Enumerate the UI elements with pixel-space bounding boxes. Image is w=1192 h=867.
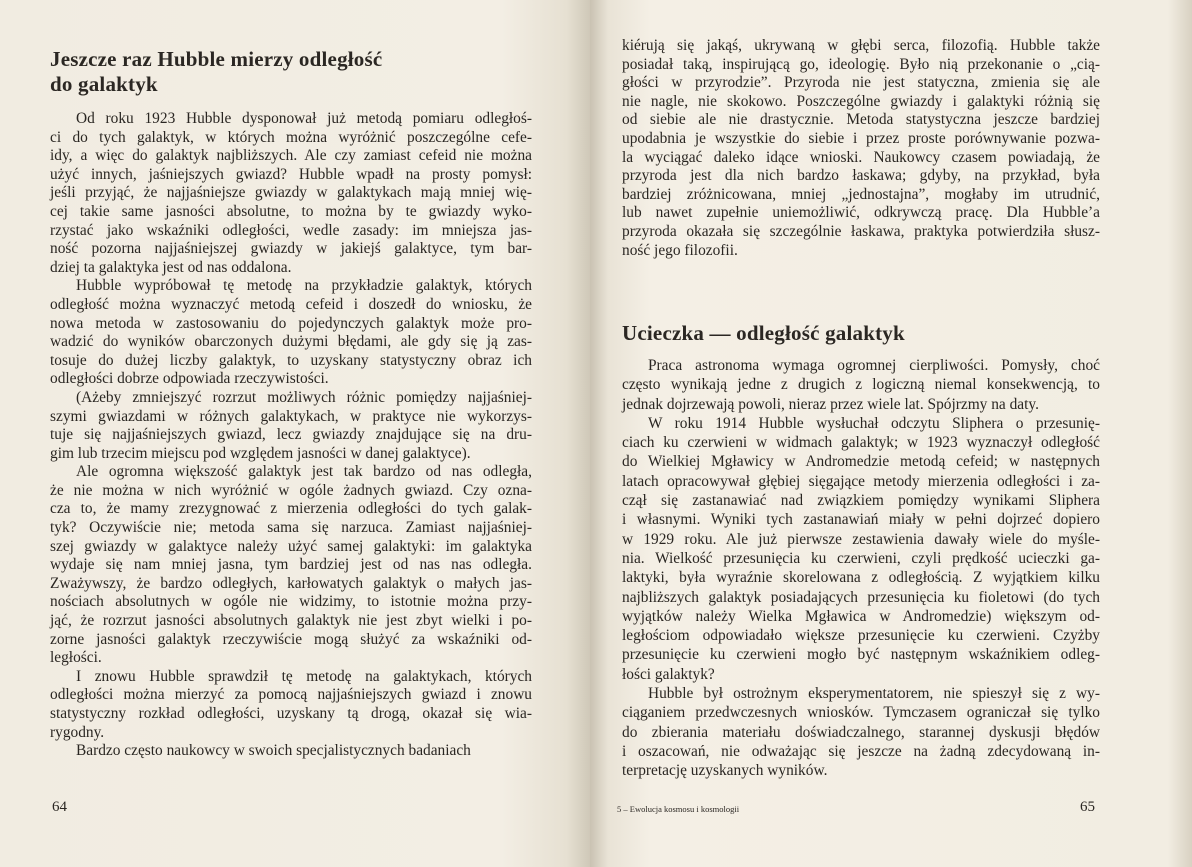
text-line: kiérują się jakąś, ukrywaną w głębi serca, filozofią. Hubble także (622, 37, 1100, 54)
text-line: nie nagle, nie skokowo. Poszczególne gwiazdy i galaktyki różnią się (622, 92, 1100, 110)
left-page (0, 0, 590, 867)
text-line: la wyciągać daleko idące wnioski. Naukowcy czasem powiadają, że (622, 148, 1100, 166)
text-line: odległości dobrze odpowiada rzeczywistości. (50, 370, 329, 388)
text-line: bardziej zróżnicowana, mniej „jednostajna”, mogłaby im utrudnić, (622, 185, 1100, 203)
text-line: Hubble wypróbował tę metodę na przykładzie galaktyk, których (76, 277, 532, 295)
text-line: terpretację uzyskanych wyników. (622, 762, 828, 780)
text-line: że nie można w nich wyróżnić w ogóle żadnych gwiazd. Czy ozna- (50, 481, 532, 499)
text-line: dziej ta galaktyka jest od nas oddalona. (50, 258, 292, 276)
text-line: Zważywszy, że bardzo odległych, karłowatych galaktyk o małych jas- (50, 574, 532, 592)
text-line: do Wielkiej Mgławicy w Andromedzie metodą cefeid; w następnych (622, 453, 1100, 471)
text-line: jeśli przyjąć, że najjaśniejsze gwiazdy w galaktykach mają mniej wię- (50, 184, 532, 202)
text-line: Praca astronoma wymaga ogromnej cierpliwości. Pomysły, choć (648, 357, 1100, 374)
text-line: upodabnia je wszystkie do siebie i przez proste porównywanie pozwa- (622, 129, 1100, 147)
text-line: ległości. (50, 649, 102, 667)
text-line: jąć, że rozrzut jasności absolutnych galaktyk nie jest zbyt wielki i po- (50, 612, 532, 630)
text-line: przesunięcie ku czerwieni mogło być następnym wskaźnikiem odleg- (622, 646, 1100, 664)
text-line: do zbierania materiału doświadczalnego, starannej dyskusji błędów (622, 723, 1100, 741)
text-line: latach opracowywał głębiej sięgające metody mierzenia odległości i za- (622, 472, 1100, 490)
text-line: i własnymi. Wyniki tych zastanawiań miały w pełni dojrzeć dopiero (622, 511, 1100, 529)
text-line: ległościom odpowiadało większe przesunięcie ku czerwieni. Czyżby (622, 627, 1100, 645)
text-line: nościach absolutnych w ogóle nie widzimy, to istotnie można przy- (50, 593, 532, 611)
text-line: ność jego filozofii. (622, 241, 738, 259)
text-line: użyć innych, jaśniejszych gwiazd? Hubble wpadł na prosty pomysł: (50, 165, 532, 183)
text-line: najbliższych galaktyk posiadających przesunięcia ku fioletowi (do tych (622, 588, 1100, 606)
text-line: posiadał taką, inspirującą go, ideologię. Było nią przekonanie o „cią- (622, 55, 1100, 73)
right-body-text (622, 356, 1100, 781)
text-line: Hubble był ostrożnym eksperymentatorem, nie spieszył się z wy- (648, 685, 1100, 703)
text-line: statystyczny rozkład odległości, uzyskany tą drogą, okazał się wia- (50, 705, 532, 722)
text-line: szej gwiazdy w galaktyce należy użyć samej galaktyki: im galaktyka (50, 537, 532, 555)
text-line: Od roku 1923 Hubble dysponował już metodą pomiaru odległoś- (76, 110, 532, 127)
text-line: nowa metoda w zastosowaniu do pojedynczych galaktyk może pro- (50, 314, 532, 332)
text-line: tosuje do dużej liczby galaktyk, to uzyskany statystyczny obraz ich (50, 351, 532, 369)
text-line: w 1929 roku. Ale już pierwsze zestawienia dawały wiele do myśle- (622, 530, 1100, 548)
text-line: wadzić do wyników obarczonych dużymi błędami, ale gdy się ją zas- (50, 333, 532, 351)
text-line: ność pozorna najjaśniejszej gwiazdy w jakiejś galaktyce, tym bar- (50, 240, 532, 258)
text-line: laktyki, była wyraźnie skorelowana z odległością. Z wyjątkiem kilku (622, 569, 1100, 587)
text-line: zorne jasności galaktyk rzeczywiście mogą służyć za wskaźniki od- (50, 630, 532, 648)
page-number-right: 65 (1080, 799, 1095, 815)
text-line: I znowu Hubble sprawdził tę metodę na galaktykach, których (76, 667, 532, 685)
chapter-title (50, 47, 382, 97)
section-title: Ucieczka — odległość galaktyk (622, 321, 905, 345)
text-line: odległości można mierzyć za pomocą najjaśniejszych gwiazd i znowu (50, 686, 532, 704)
text-line: i oszacowań, nie odważając się jeszcze na żadną zdecydowaną in- (622, 742, 1100, 760)
text-line: przyroda jest dla nich bardzo łaskawa; gdyby, na przykład, była (622, 167, 1100, 185)
footer-signature: 5 – Ewolucja kosmosu i kosmologii (617, 804, 740, 814)
text-line: cza to, że mamy zrezygnować z mierzenia odległości do tych galak- (50, 500, 532, 518)
text-line: często wynikają jedne z drugich z logiczną niemal konsekwencją, to (622, 376, 1100, 394)
text-line: cej takie same jasności absolutne, to można by te gwiazdy wyko- (50, 202, 532, 220)
text-line: przyroda okazała się szczególnie łaskawa, praktyka potwierdziła słusz- (622, 222, 1100, 240)
text-line: czął się zastanawiać nad związkiem pomiędzy wynikami Sliphera (622, 492, 1100, 510)
title-line: do galaktyk (50, 72, 158, 96)
right-body-continued (622, 37, 1100, 260)
text-line: odległość można wyznaczyć metodą cefeid i doszedł do wniosku, że (50, 295, 532, 313)
text-line: nia. Wielkość przesunięcia ku czerwieni, czyli prędkość ucieczki ga- (622, 549, 1100, 567)
text-line: ciach ku czerwieni w widmach galaktyk; w 1923 wyznaczył odległość (622, 434, 1100, 452)
text-line: W roku 1914 Hubble wysłuchał odczytu Sliphera o przesunię- (648, 414, 1100, 432)
text-line: ciąganiem przedwczesnych wniosków. Tymczasem ograniczał się tylko (622, 704, 1100, 722)
text-line: łości galaktyk? (622, 665, 715, 683)
text-line: głości w przyrodzie”. Przyroda nie jest statyczna, zmienia się ale (622, 74, 1100, 92)
text-line: tyk? Oczywiście nie; metoda sama się narzuca. Zamiast najjaśniej- (50, 519, 532, 537)
text-line: gim lub trzecim miejscu pod względem jasności w danej galaktyce). (50, 444, 471, 462)
text-line: Ale ogromna większość galaktyk jest tak bardzo od nas odległa, (76, 463, 532, 481)
text-line: od siebie ale nie drastycznie. Metoda statystyczna jeszcze bardziej (622, 111, 1100, 129)
text-line: (Ażeby zmniejszyć rozrzut możliwych różnic pomiędzy najjaśniej- (76, 388, 532, 406)
left-body-text (50, 110, 532, 761)
text-line: jednak dojrzewają powoli, nieraz przez wiele lat. Spójrzmy na daty. (622, 395, 1039, 413)
text-line: wydaje się nam mniej jasna, tym bardziej jest od nas nas odległa. (50, 556, 532, 574)
text-line: tuje się najjaśniejszych gwiazd, lecz gwiazdy znajdujące się na dru- (50, 426, 532, 444)
text-line: rzystać jako wskaźniki odległości, wedle zasady: im mniejsza jas- (50, 221, 532, 239)
text-line: rygodny. (50, 723, 105, 741)
page-number-left: 64 (52, 799, 67, 815)
text-line: Bardzo często naukowcy w swoich specjalistycznych badaniach (76, 742, 471, 760)
text-line: lub nawet zupełnie uniemożliwić, odkrywczą pracę. Dla Hubble’a (622, 204, 1100, 222)
title-line: Jeszcze raz Hubble mierzy odległość (50, 47, 383, 71)
text-line: idy, a więc do galaktyk najbliższych. Ale czy zamiast cefeid nie można (50, 147, 532, 165)
text-line: szymi gwiazdami w różnych galaktykach, w praktyce nie wykorzys- (50, 407, 532, 425)
text-line: ci do tych galaktyk, w których można wyróżnić poszczególne cefe- (50, 128, 532, 146)
text-line: wyjątków należy Wielka Mgławica w Andromedzie) większym od- (622, 607, 1100, 625)
